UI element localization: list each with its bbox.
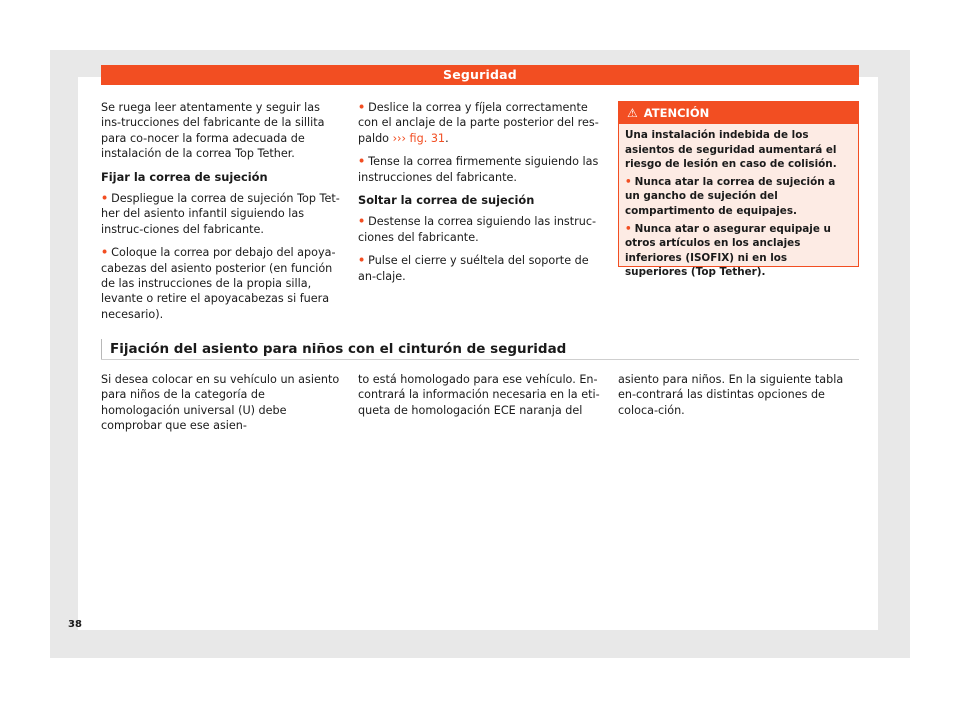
- column-1: [101, 100, 341, 330]
- list-item: • Deslice la correa y fíjela correctamente con el anclaje de la parte posterior del res-paldo ››› fig. 31.: [358, 101, 599, 145]
- section-title: Fijación del asiento para niños con el cinturón de seguridad: [101, 339, 859, 359]
- heading-soltar: Soltar la correa de sujeción: [358, 193, 535, 208]
- warning-header: ⚠ ATENCIÓN: [619, 102, 858, 124]
- bullet-icon: •: [358, 101, 366, 114]
- bullet-icon: •: [358, 155, 366, 169]
- bullet-icon: •: [101, 192, 109, 206]
- list-item: • Coloque la correa por debajo del apoya-cabezas del asiento posterior (en función de las instrucciones de la propia silla, levante o retire el apoyacabezas si fuera necesario).: [101, 246, 336, 321]
- warning-triangle-icon: ⚠: [627, 106, 638, 120]
- bullet-icon: •: [625, 175, 632, 188]
- list-item: • Tense la correa firmemente siguiendo las instrucciones del fabricante.: [358, 155, 599, 184]
- bullet-icon: •: [358, 215, 366, 229]
- list-item: • Pulse el cierre y suéltela del soporte de an-claje.: [358, 254, 589, 283]
- warning-box: [618, 101, 859, 279]
- warning-text: Una instalación indebida de los asientos de seguridad aumentará el riesgo de lesión en caso de colisión.: [625, 129, 837, 171]
- figure-link[interactable]: ››› fig. 31: [392, 131, 446, 145]
- chapter-header: Seguridad: [101, 65, 859, 85]
- bullet-icon: •: [358, 254, 366, 268]
- intro-paragraph: Se ruega leer atentamente y seguir las ins-trucciones del fabricante de la sillita para co-nocer la forma adecuada de instalación de la correa Top Tether.: [101, 101, 325, 161]
- warning-body: [619, 124, 858, 280]
- section-divider: [101, 359, 859, 360]
- column-2: [358, 100, 603, 292]
- heading-fijar: Fijar la correa de sujeción: [101, 169, 268, 184]
- bullet-icon: •: [101, 246, 109, 260]
- page-number: 38: [68, 619, 82, 630]
- section-column-1: Si desea colocar en su vehículo un asiento para niños de la categoría de homologación universal (U) debe comprobar que ese asien-: [101, 373, 340, 433]
- list-item: • Destense la correa siguiendo las instruc-ciones del fabricante.: [358, 215, 597, 244]
- section-column-3: asiento para niños. En la siguiente tabla en-contrará las distintas opciones de coloca-ción.: [618, 373, 844, 417]
- bullet-icon: •: [625, 222, 632, 235]
- section-column-2: to está homologado para ese vehículo. En-contrará la información necesaria en la eti-queta de homologación ECE naranja del: [358, 373, 600, 417]
- list-item: • Nunca atar o asegurar equipaje u otros artículos en los anclajes inferiores (ISOFIX) ni en los superiores (Top Tether).: [625, 222, 831, 279]
- list-item: • Nunca atar la correa de sujeción a un gancho de sujeción del compartimento de equipajes.: [625, 175, 836, 217]
- list-item: • Despliegue la correa de sujeción Top Tet-her del asiento infantil siguiendo las instruc-ciones del fabricante.: [101, 192, 340, 236]
